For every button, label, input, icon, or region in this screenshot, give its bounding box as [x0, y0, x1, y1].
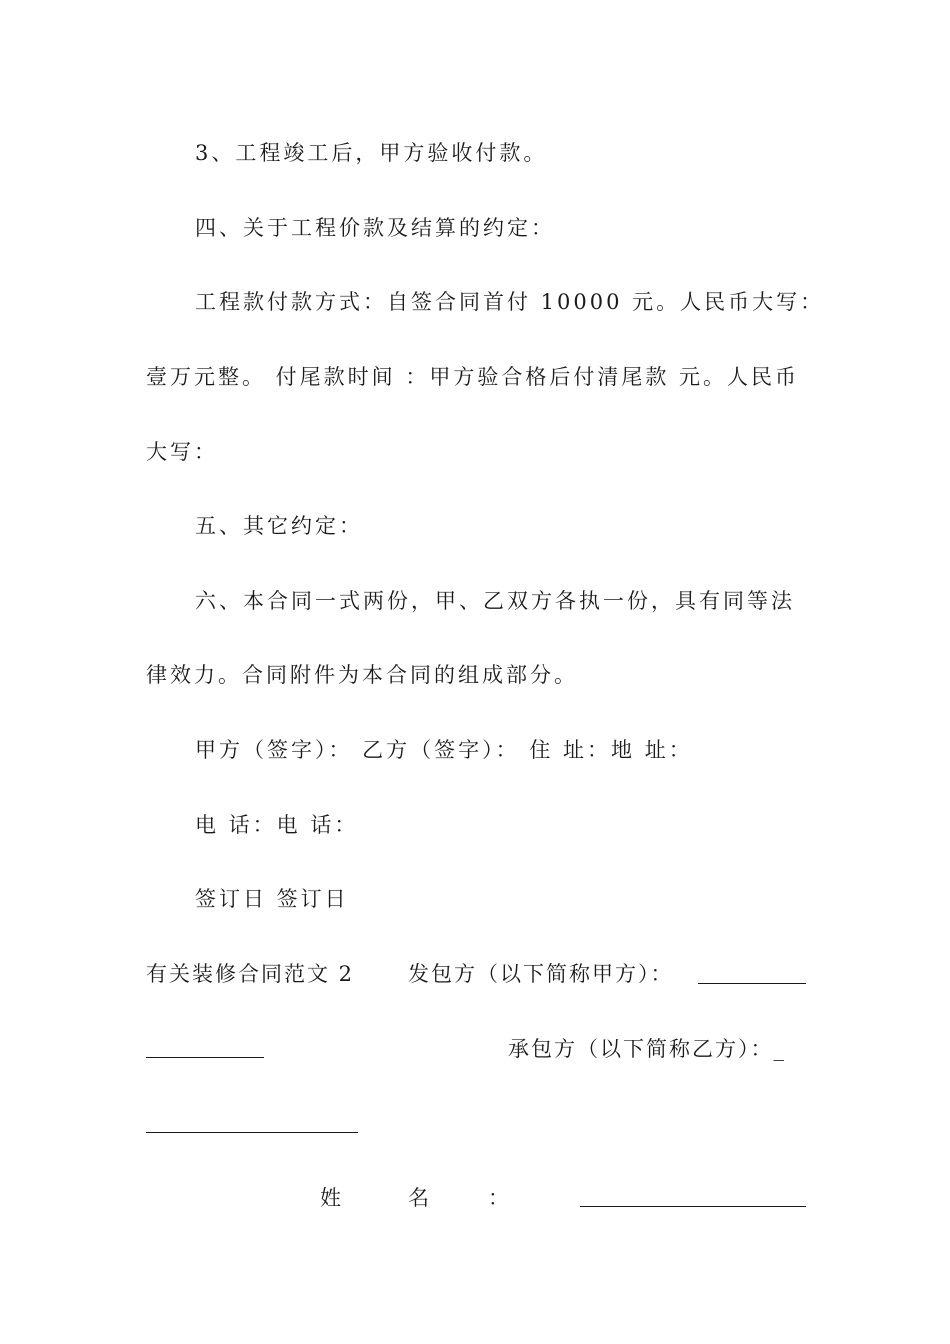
paragraph-payment-method-line3: 大写：: [146, 440, 218, 464]
signature-line: 甲方（签字）： 乙方（签字）： 住 址：地 址：: [195, 738, 693, 762]
party-a-blank-continued: [146, 1057, 264, 1058]
sign-date-line: 签订日 签订日: [195, 887, 349, 911]
section-heading-payment-terms: 四、关于工程价款及结算的约定：: [195, 216, 555, 240]
party-a-label: 发包方（以下简称甲方）：: [408, 962, 674, 986]
name-blank: [580, 1206, 806, 1207]
party-b-label: 承包方（以下简称乙方）：_: [508, 1037, 786, 1061]
paragraph-copies-line2: 律效力。合同附件为本合同的组成部分。: [146, 663, 578, 687]
paragraph-completion-payment: 3、工程竣工后，甲方验收付款。: [195, 141, 548, 165]
name-label-char2: 名: [408, 1186, 429, 1210]
phone-line: 电 话：电 话：: [195, 813, 359, 837]
paragraph-copies-line1: 六、本合同一式两份，甲、乙双方各执一份，具有同等法: [195, 589, 795, 613]
party-b-blank: [146, 1132, 358, 1133]
paragraph-payment-method-line1: 工程款付款方式：自签合同首付 10000 元。人民币大写：: [195, 290, 825, 314]
name-label-char1: 姓: [320, 1186, 341, 1210]
contract2-heading: 有关装修合同范文 2: [146, 962, 355, 986]
section-heading-other-terms: 五、其它约定：: [195, 514, 363, 538]
paragraph-payment-method-line2: 壹万元整。 付尾款时间 ：甲方验合格后付清尾款 元。人民币: [146, 365, 800, 389]
name-label-colon: ：: [488, 1186, 509, 1210]
party-a-blank: [698, 983, 806, 984]
